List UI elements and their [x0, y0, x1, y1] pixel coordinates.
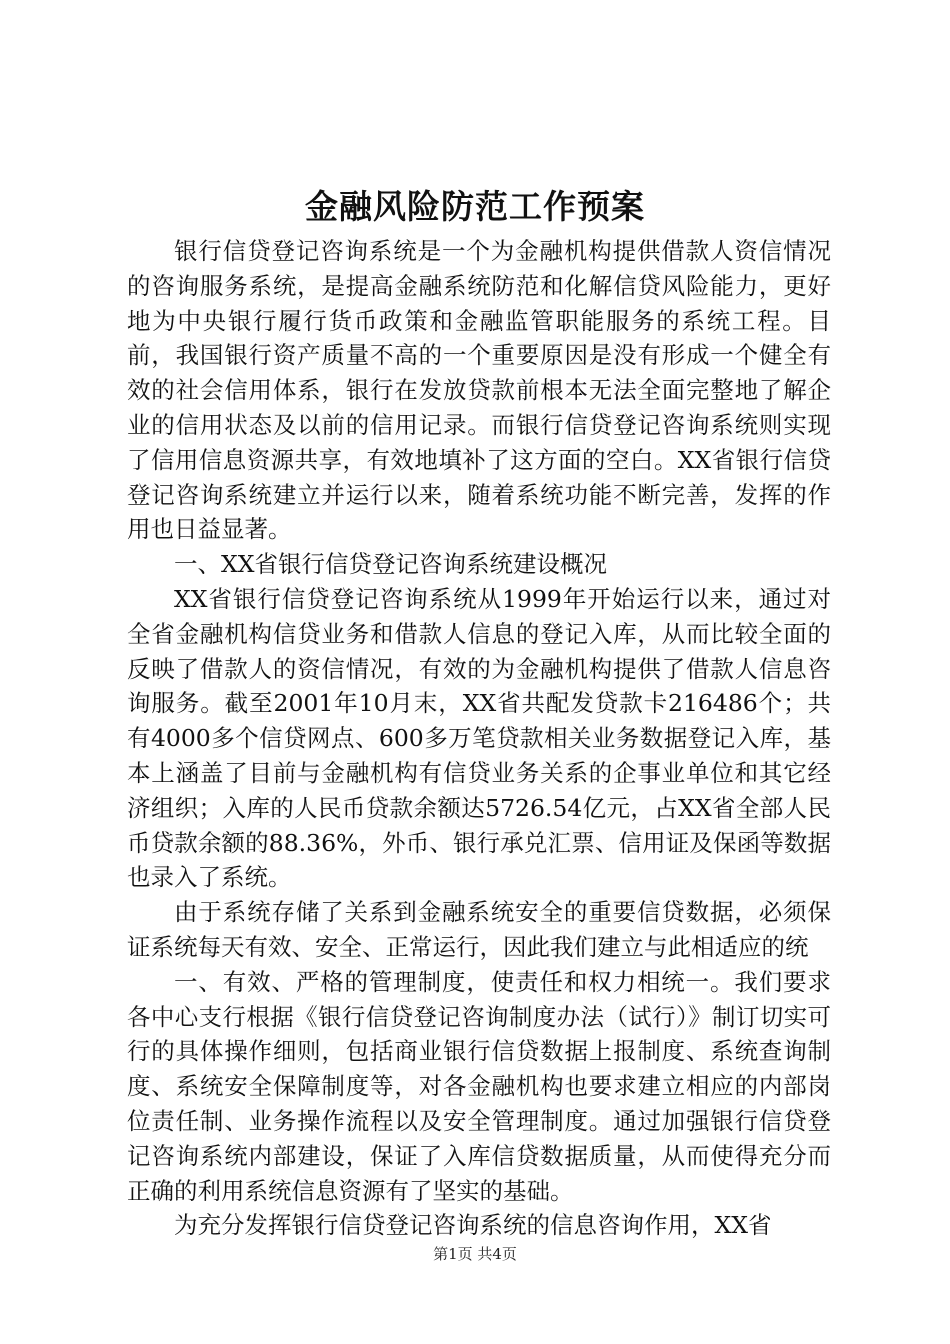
paragraph-overview: XX省银行信贷登记咨询系统从1999年开始运行以来，通过对全省金融机构信贷业务和借款人信息的登记入库，从而比较全面的反映了借款人的资信情况，有效的为金融机构提供了借款人信息咨询服务。截至2001年10月末，XX省共配发贷款卡216486个；共有4000多个信贷网点、600多万笔贷款相关业务数据登记入库，基本上涵盖了目前与金融机构有信贷业务关系的企事业单位和其它经济组织；入库的人民币贷款余额达5726.54亿元，占XX省全部人民币贷款余额的88.36%，外币、银行承兑汇票、信用证及保函等数据也录入了系统。	[127, 584, 831, 892]
document-body	[127, 234, 831, 1243]
paragraph-intro: 银行信贷登记咨询系统是一个为金融机构提供借款人资信情况的咨询服务系统，是提高金融系统防范和化解信贷风险能力，更好地为中央银行履行货币政策和金融监管职能服务的系统工程。目前，我国银行资产质量不高的一个重要原因是没有形成一个健全有效的社会信用体系，银行在发放贷款前根本无法全面完整地了解企业的信用状态及以前的信用记录。而银行信贷登记咨询系统则实现了信用信息资源共享，有效地填补了这方面的空白。XX省银行信贷登记咨询系统建立并运行以来，随着系统功能不断完善，发挥的作用也日益显著。	[127, 237, 831, 544]
document-title: 金融风险防范工作预案	[305, 187, 645, 226]
paragraph-system-safety: 由于系统存储了关系到金融系统安全的重要信贷数据，必须保证系统每天有效、安全、正常运行，因此我们建立与此相适应的统	[127, 898, 831, 961]
paragraph-management: 一、有效、严格的管理制度，使责任和权力相统一。我们要求各中心支行根据《银行信贷登记咨询制度办法（试行）》制订切实可行的具体操作细则，包括商业银行信贷数据上报制度、系统查询制度、系统安全保障制度等，对各金融机构也要求建立相应的内部岗位责任制、业务操作流程以及安全管理制度。通过加强银行信贷登记咨询系统内部建设，保证了入库信贷数据质量，从而使得充分而正确的利用系统信息资源有了坚实的基础。	[127, 967, 831, 1205]
page-number-footer: 第1页 共4页	[433, 1245, 517, 1263]
paragraph-consulting: 为充分发挥银行信贷登记咨询系统的信息咨询作用，XX省	[174, 1211, 772, 1240]
section-heading: 一、XX省银行信贷登记咨询系统建设概况	[174, 550, 607, 579]
